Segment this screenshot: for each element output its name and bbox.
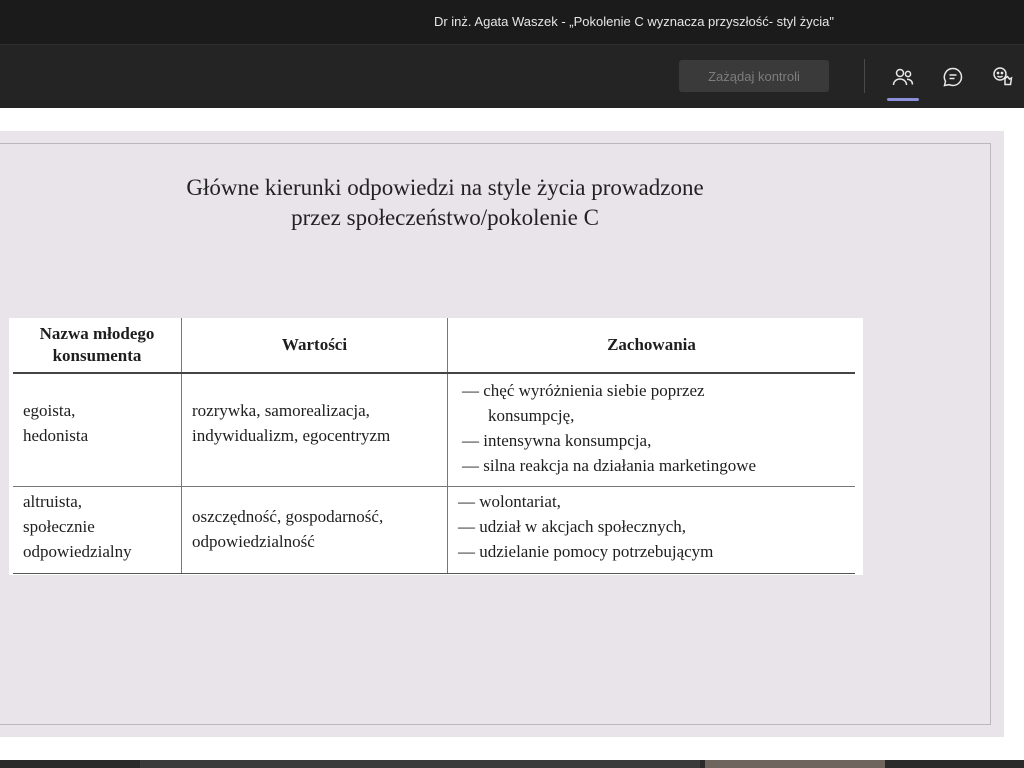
header-values: Wartości xyxy=(182,318,448,373)
meeting-toolbar xyxy=(0,44,1024,108)
header-name: Nazwa młodego konsumenta xyxy=(13,318,182,373)
request-control-button[interactable]: Zażądaj kontroli xyxy=(679,60,829,92)
video-tile xyxy=(140,760,700,768)
meeting-title: Dr inż. Agata Waszek - „Pokolenie C wyznacza przyszłość- styl życia" xyxy=(433,14,834,29)
header-behaviors: Zachowania xyxy=(448,318,856,373)
presentation-slide xyxy=(0,131,1004,737)
cell-behaviors: — chęć wyróżnienia siebie poprzez konsumpcję, — intensywna konsumpcja, — silna reakcja na działania marketingowe xyxy=(448,373,856,487)
people-icon[interactable] xyxy=(889,63,917,91)
video-tile xyxy=(705,760,885,768)
cell-name: egoista, hedonista xyxy=(13,373,182,487)
slide-title-line1: Główne kierunki odpowiedzi na style życia prowadzone xyxy=(186,175,704,200)
shared-screen xyxy=(0,108,1024,760)
cell-behaviors: — wolontariat, — udział w akcjach społecznych, — udzielanie pomocy potrzebującym xyxy=(448,487,856,574)
cell-values: oszczędność, gospodarność, odpowiedzialność xyxy=(182,487,448,574)
table-row xyxy=(13,487,855,574)
table-header-row xyxy=(13,318,855,373)
cell-values: rozrywka, samorealizacja, indywidualizm, egocentryzm xyxy=(182,373,448,487)
video-strip xyxy=(0,760,1024,768)
chat-icon[interactable] xyxy=(939,63,967,91)
slide-title-line2: przez społeczeństwo/pokolenie C xyxy=(291,205,599,230)
toolbar-divider xyxy=(864,59,865,93)
consumer-table xyxy=(13,318,855,574)
slide-title xyxy=(100,173,790,233)
cell-name: altruista, społecznie odpowiedzialny xyxy=(13,487,182,574)
reactions-icon[interactable] xyxy=(989,63,1017,91)
table-row xyxy=(13,373,855,487)
table-container xyxy=(9,318,863,575)
window-titlebar xyxy=(0,0,1024,44)
